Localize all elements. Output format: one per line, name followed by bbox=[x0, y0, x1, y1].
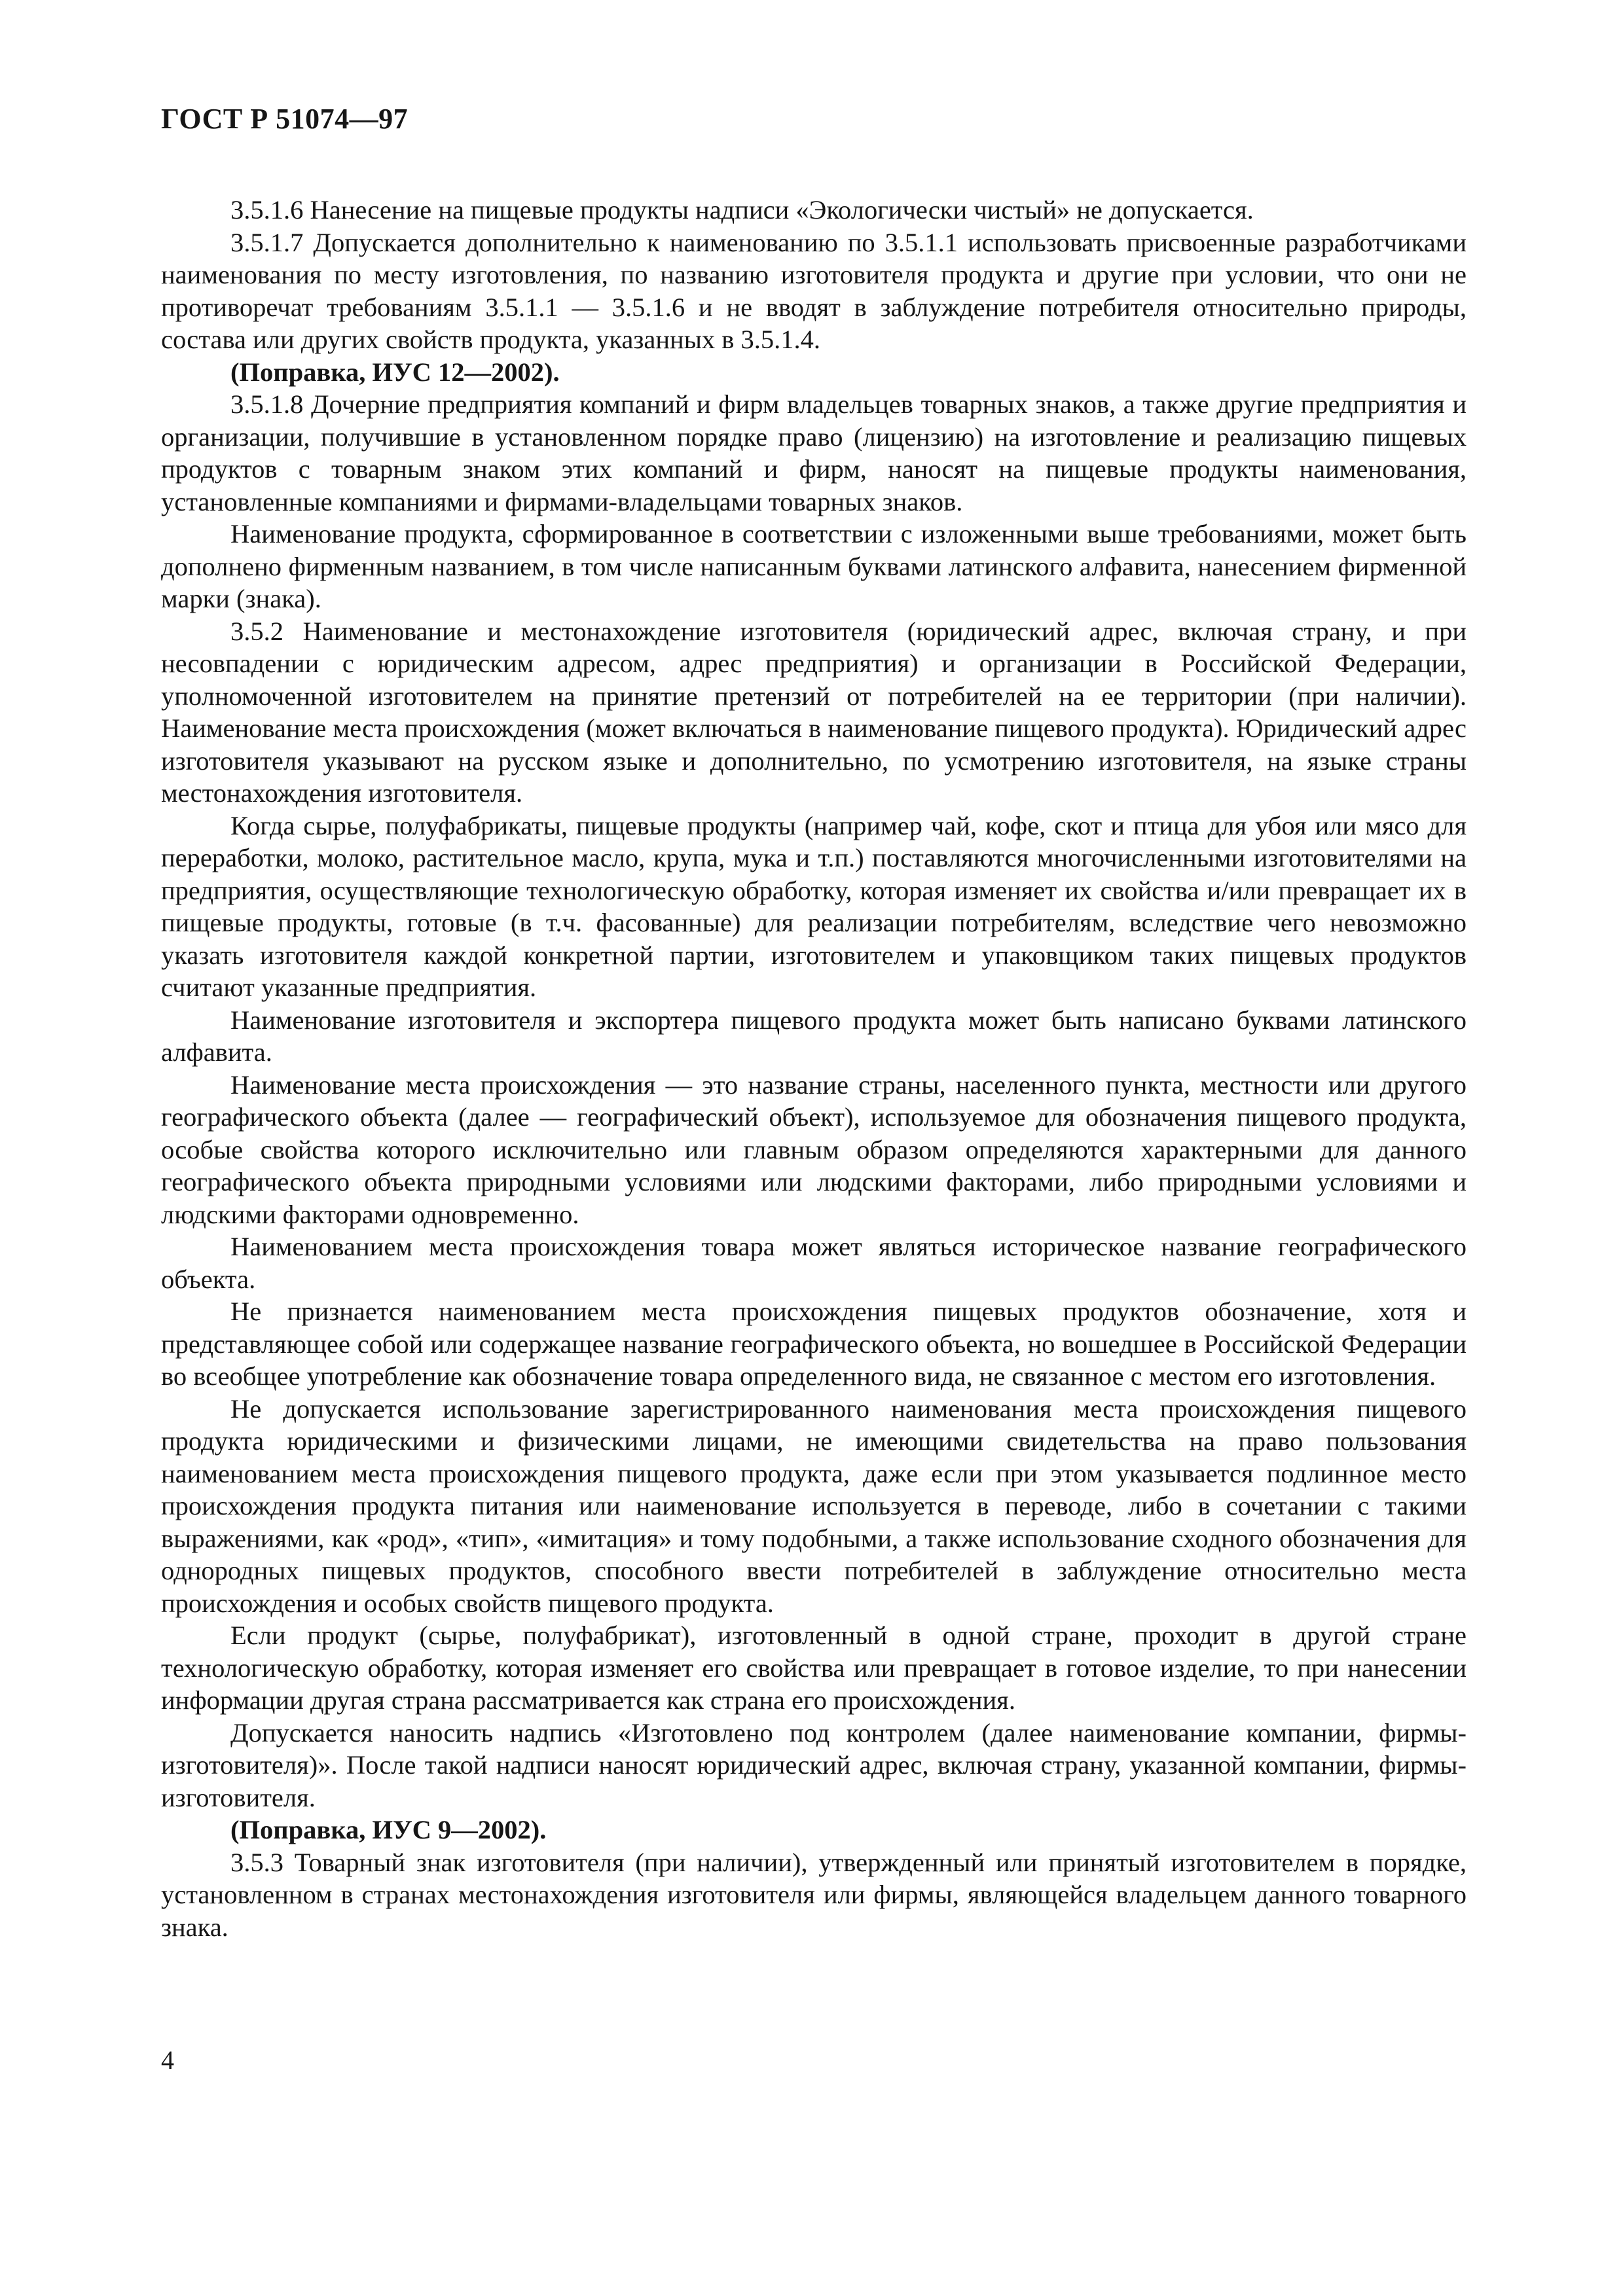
paragraph: Допускается наносить надпись «Изготовлено под контролем (далее наименование компании, фирмы-изготовителя)». После такой надписи наносят юридический адрес, включая страну, указанной компании, фирмы-изготовителя. bbox=[161, 1717, 1467, 1812]
paragraph: Не допускается использование зарегистрированного наименования места происхождения пищевого продукта юридическими и физическими лицами, не имеющими свидетельства на право пользования наименованием места происхождения пищевого продукта, даже если при этом указывается подлинное место происхождения продукта питания или наименование используется в переводе, либо в сочетании с такими выражениями, как «род», «тип», «имитация» и тому подобными, а также использование сходного обозначения для однородных пищевых продуктов, способного ввести потребителей в заблуждение относительно места происхождения и особых свойств пищевого продукта. bbox=[161, 1393, 1467, 1618]
paragraph-3-5-1-7: 3.5.1.7 Допускается дополнительно к наименованию по 3.5.1.1 использовать присвоенные разработчиками наименования по месту изготовления, по названию изготовителя продукта и другие при условии, что они не противоречат требованиям 3.5.1.1 — 3.5.1.6 и не вводят в заблуждение потребителя относительно природы, состава или других свойств продукта, указанных в 3.5.1.4. bbox=[161, 227, 1467, 354]
paragraph-3-5-3: 3.5.3 Товарный знак изготовителя (при наличии), утвержденный или принятый изготовителем в порядке, установленном в странах местонахождения изготовителя или фирмы, являющейся владельцем данного товарного знака. bbox=[161, 1847, 1467, 1942]
amendment-note: (Поправка, ИУС 12—2002). bbox=[230, 357, 560, 387]
paragraph: Наименование продукта, сформированное в соответствии с изложенными выше требованиями, может быть дополнено фирменным названием, в том числе написанным буквами латинского алфавита, нанесением фирменной марки (знака). bbox=[161, 519, 1467, 613]
amendment-note: (Поправка, ИУС 9—2002). bbox=[230, 1815, 547, 1844]
paragraph: Не признается наименованием места происхождения пищевых продуктов обозначение, хотя и представляющее собой или содержащее название географического объекта, но вошедшее в Российской Федерации во всеобщее употребление как обозначение товара определенного вида, не связанное с местом его изготовления. bbox=[161, 1297, 1467, 1391]
paragraph: Наименованием места происхождения товара может являться историческое название географического объекта. bbox=[161, 1232, 1467, 1294]
paragraph: Наименование изготовителя и экспортера пищевого продукта может быть написано буквами латинского алфавита. bbox=[161, 1005, 1467, 1067]
paragraph: Наименование места происхождения — это название страны, населенного пункта, местности или другого географического объекта (далее — географический объект), используемое для обозначения пищевого продукта, особые свойства которого исключительно или главным образом определяются характерными для данного географического объекта природными условиями или людскими факторами, либо природными условиями и людскими факторами одновременно. bbox=[161, 1069, 1467, 1229]
paragraph-3-5-2: 3.5.2 Наименование и местонахождение изготовителя (юридический адрес, включая страну, и при несовпадении с юридическим адресом, адрес предприятия) и организации в Российской Федерации, уполномоченной изготовителем на принятие претензий от потребителей на ее территории (при наличии). Наименование места происхождения (может включаться в наименование пищевого продукта). Юридический адрес изготовителя указывают на русском языке и дополнительно, по усмотрению изготовителя, на языке страны местонахождения изготовителя. bbox=[161, 616, 1467, 808]
paragraph-3-5-1-8: 3.5.1.8 Дочерние предприятия компаний и фирм владельцев товарных знаков, а также другие предприятия и организации, получившие в установленном порядке право (лицензию) на изготовление и реализацию пищевых продуктов с товарным знаком этих компаний и фирм, наносят на пищевые продукты наименования, установленные компаниями и фирмами-владельцами товарных знаков. bbox=[161, 389, 1467, 516]
paragraph: Если продукт (сырье, полуфабрикат), изготовленный в одной стране, проходит в другой стране технологическую обработку, которая изменяет его свойства или превращает в готовое изделие, то при нанесении информации другая страна рассматривается как страна его происхождения. bbox=[161, 1621, 1467, 1715]
body-text bbox=[161, 194, 1467, 1943]
paragraph-3-5-1-6: 3.5.1.6 Нанесение на пищевые продукты надписи «Экологически чистый» не допускается. bbox=[230, 195, 1254, 224]
paragraph: Когда сырье, полуфабрикаты, пищевые продукты (например чай, кофе, скот и птица для убоя или мясо для переработки, молоко, растительное масло, крупа, мука и т.п.) поставляются многочисленными изготовителями на предприятия, осуществляющие технологическую обработку, которая изменяет их свойства и/или превращает их в пищевые продукты, готовые (в т.ч. фасованные) для реализации потребителям, вследствие чего невозможно указать изготовителя каждой конкретной партии, изготовителем и упаковщиком таких пищевых продуктов считают указанные предприятия. bbox=[161, 810, 1467, 1002]
page-number: 4 bbox=[161, 2045, 174, 2075]
document-code-header: ГОСТ Р 51074—97 bbox=[161, 103, 409, 135]
